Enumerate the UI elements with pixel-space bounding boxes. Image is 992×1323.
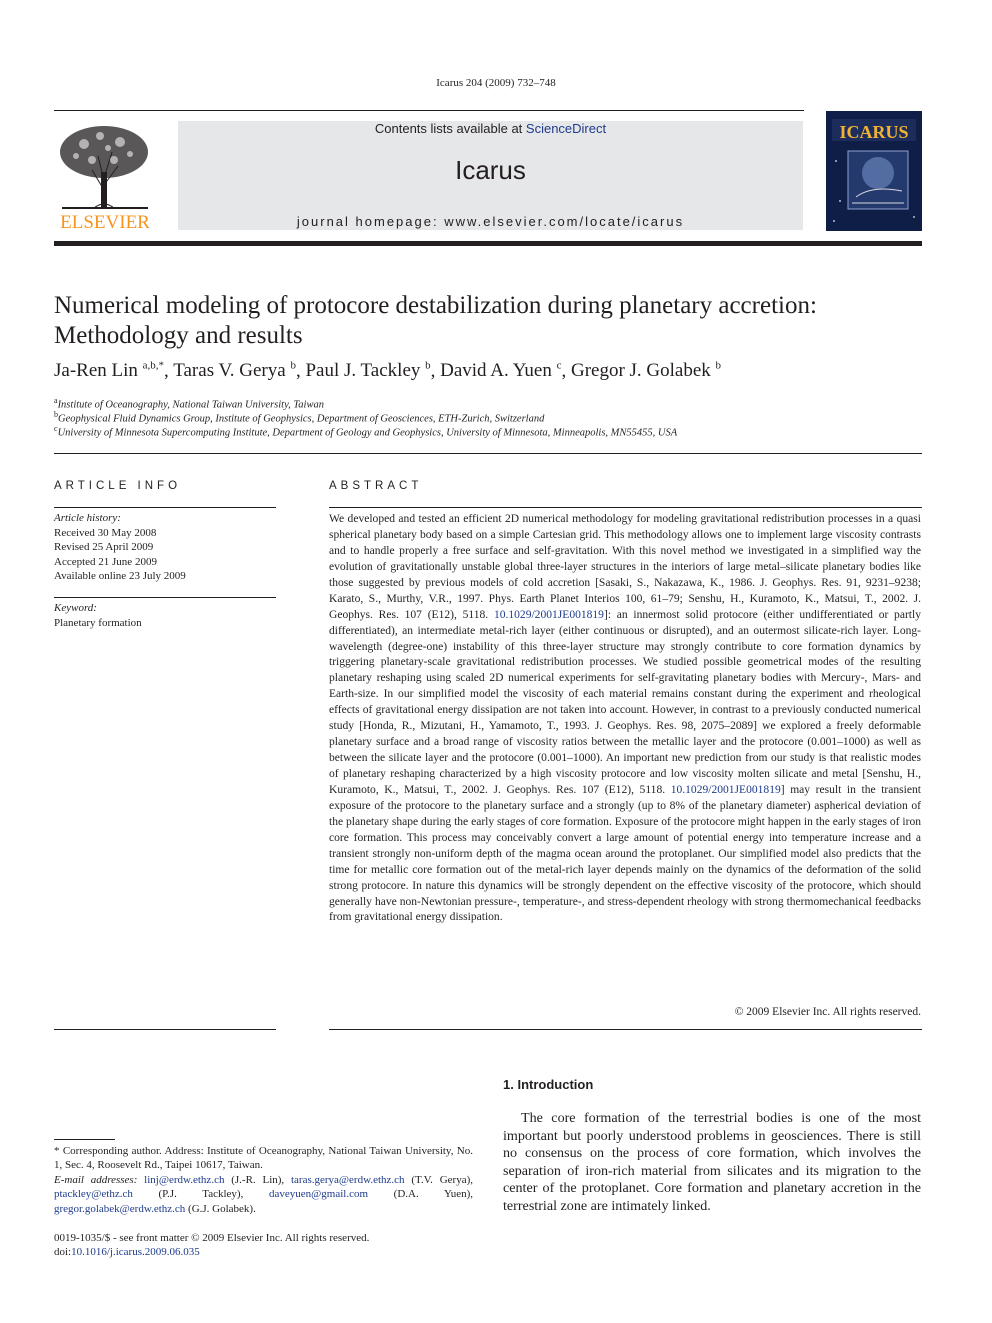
- elsevier-logo: [54, 120, 156, 232]
- abstract-copyright: © 2009 Elsevier Inc. All rights reserved.: [734, 1006, 921, 1018]
- doi-link[interactable]: 10.1029/2001JE001819: [493, 608, 604, 621]
- footnote-rule: [54, 1139, 115, 1140]
- journal-banner: [178, 121, 803, 230]
- title-line-1: Numerical modeling of protocore destabilization during planetary accretion:: [54, 292, 817, 319]
- email-link[interactable]: ptackley@ethz.ch: [54, 1188, 133, 1201]
- title-line-2: Methodology and results: [54, 322, 303, 349]
- keyword-label: Keyword:: [54, 602, 97, 614]
- keyword-rule: [54, 597, 276, 598]
- cover-image: [826, 111, 922, 231]
- history-revised: Revised 25 April 2009: [54, 541, 154, 553]
- contents-prefix: Contents lists available at: [374, 121, 526, 136]
- article-info-rule: [54, 507, 276, 508]
- email-link[interactable]: taras.gerya@erdw.ethz.ch: [290, 1173, 405, 1186]
- elsevier-wordmark: ELSEVIER: [60, 212, 150, 232]
- author[interactable]: Paul J. Tackley $^b$: [305, 360, 431, 382]
- introduction-paragraph: The core formation of the terrestrial bodies is one of the most important but poorly understood problems in geosciences. There is still no consensus on the process of core formation, which involves the separation of iron-rich material from silicates and its migration to the center of the protoplanet. Core formation and planetary accretion in the terrestrial zone are intimately linked.: [503, 1110, 921, 1214]
- email-addresses: E-mail addresses: linj@erdw.ethz.ch (J.-R. Lin), taras.gerya@erdw.ethz.ch (T.V. Gerya), ptackley@ethz.ch (P.J. Tackley), daveyuen@gmail.com (D.A. Yuen), gregor.golabek@erdw.ethz.ch (G.J. Golabek).: [54, 1173, 473, 1215]
- history-online: Available online 23 July 2009: [54, 570, 186, 582]
- author[interactable]: Ja-Ren Lin $^{a,b,*}$: [54, 360, 165, 382]
- journal-citation: Icarus 204 (2009) 732–748: [436, 77, 556, 89]
- doi-link[interactable]: 10.1029/2001JE001819: [670, 783, 781, 796]
- issn-block: [54, 1231, 474, 1260]
- journal-cover: [826, 111, 922, 231]
- history-accepted: Accepted 21 June 2009: [54, 555, 157, 568]
- author[interactable]: Gregor J. Golabek $^b$: [570, 360, 722, 382]
- article-doi-link[interactable]: 10.1016/j.icarus.2009.06.035: [71, 1246, 200, 1259]
- email-link[interactable]: gregor.golabek@erdw.ethz.ch: [54, 1202, 186, 1215]
- abstract-top-rule: [329, 507, 922, 508]
- journal-name: Icarus: [455, 155, 526, 185]
- abstract-heading: ABSTRACT: [329, 480, 423, 492]
- header-rule: [54, 110, 804, 111]
- affiliation-b: $^b$Geophysical Fluid Dynamics Group, Institute of Geophysics, Department of Geosciences, ETH-Zurich, Switzerland: [54, 410, 545, 425]
- keyword-item: Planetary formation: [54, 616, 142, 629]
- author[interactable]: David A. Yuen $^c$: [440, 360, 562, 382]
- journal-homepage[interactable]: journal homepage: www.elsevier.com/locate/icarus: [296, 214, 685, 229]
- doi-line: doi:10.1016/j.icarus.2009.06.035: [54, 1246, 200, 1259]
- article-info-heading: ARTICLE INFO: [54, 480, 182, 492]
- contents-line: [178, 121, 803, 136]
- corresponding-author-note: * Corresponding author. Address: Institute of Oceanography, National Taiwan University, No. 1, Sec. 4, Roosevelt Rd., Taipei 10617, Taiwan.: [54, 1145, 473, 1172]
- email-link[interactable]: linj@erdw.ethz.ch: [144, 1173, 225, 1186]
- header-thick-rule: [54, 241, 922, 246]
- abstract-bottom-rule: [329, 1029, 922, 1030]
- sciencedirect-link[interactable]: ScienceDirect: [525, 121, 607, 136]
- article-info-bottom-rule: [54, 1029, 276, 1030]
- issn-line: 0019-1035/$ - see front matter © 2009 Elsevier Inc. All rights reserved.: [54, 1232, 370, 1244]
- elsevier-tree-icon: [54, 120, 156, 232]
- author-list: Ja-Ren Lin $^{a,b,*}$, Taras V. Gerya $^b$, Paul J. Tackley $^b$, David A. Yuen $^c$, Gregor J. Golabek $^b$: [54, 360, 722, 382]
- affiliation-c: $^c$University of Minnesota Supercomputing Institute, Department of Geology and Geophysics, University of Minnesota, Minneapolis, MN55455, USA: [54, 424, 678, 439]
- affiliation-rule: [54, 453, 922, 454]
- author[interactable]: Taras V. Gerya $^b$: [173, 360, 296, 382]
- section-heading-introduction: 1. Introduction: [503, 1077, 594, 1092]
- history-label: Article history:: [54, 512, 121, 524]
- email-link[interactable]: daveyuen@gmail.com: [269, 1188, 369, 1201]
- affiliation-a: $^a$Institute of Oceanography, National Taiwan University, Taiwan: [54, 396, 324, 411]
- cover-title: ICARUS: [839, 122, 909, 142]
- article-title: [54, 291, 924, 351]
- footnotes: [54, 1144, 473, 1216]
- article-history: [54, 511, 276, 584]
- abstract-body: We developed and tested an efficient 2D numerical methodology for modeling gravitational redistribution processes in a quasi spherical planetary body based on a simple Cartesian grid. This methodology allows one to implement large viscosity contrasts and to handle properly a free surface and self-gravitation. With this novel method we investigated in a simplified way the evolution of gravitationally unstable global three-layer structures in the interiors of large metal–silicate planetary bodies like those suggested by previous models of cold accretion [Sasaki, S., Nakazawa, K., 1986. J. Geophys. Res. 91, 9231–9238; Karato, S., Murthy, V.R., 1997. Phys. Earth Planet Interios 100, 61–79; Senshu, H., Kuramoto, K., Matsui, T., 2002. J. Geophys. Res. 107 (E12), 5118. 10.1029/2001JE001819]: an innermost solid protocore (either undifferentiated or partly differentiated), an intermediate metal-rich layer (either continuous or disrupted), and an outermost silicate-rich layer. Long-wavelength (degree-one) instability of this three-layer structure may strongly contribute to core formation dynamics by triggering planetary-scale gravitational redistribution processes. We studied possible geometrical modes of the resulting planetary reshaping using scaled 2D numerical experiments for self-gravitating planetary bodies with Mercury-, Mars- and Earth-size. In our simplified model the viscosity of each material remains constant during the experiment and rheological effects of gravitational energy dissipation are not taken into account. However, in contrast to a previously conducted numerical study [Honda, R., Mizutani, H., Yamamoto, T., 1993. J. Geophys. Res. 98, 2075–2089] we explored a freely deformable planetary surface and a broad range of viscosity ratios between the metallic layer and the protocore (0.001–1000) as well as between the silicate layer and the protocore (0.001–1000). An important new prediction from our study is that realistic modes of planetary reshaping characterized by a high viscosity protocore and low viscosity molten silicate and metal [Senshu, H., Kuramoto, K., Matsui, T., 2002. J. Geophys. Res. 107 (E12), 5118. 10.1029/2001JE001819] may result in the transient exposure of the protocore to the planetary surface and a strongly (up to 8% of the planetary diameter) aspherical deviation of the planetary shape during the early stages of core formation. Exposure of the protocore might happen in the early stages of iron core formation. This process may conceivably convert a large amount of potential energy into temperature increase and a transient strongly non-uniform depth of the magma ocean around the protoplanet. Our simplified model also predicts that the time for metallic core formation out of the metal-rich layer depends mainly on the dynamics of the deformation of the solid strong protocore. In nature this dynamics will be strongly dependent on the effective viscosity of the protocore, which should generally have non-Newtonian pressure-, temperature-, and stress-dependent rheology with strong thermomechanical feedbacks from gravitational energy dissipation.: [329, 513, 921, 924]
- keywords: [54, 601, 276, 630]
- history-received: Received 30 May 2008: [54, 526, 157, 539]
